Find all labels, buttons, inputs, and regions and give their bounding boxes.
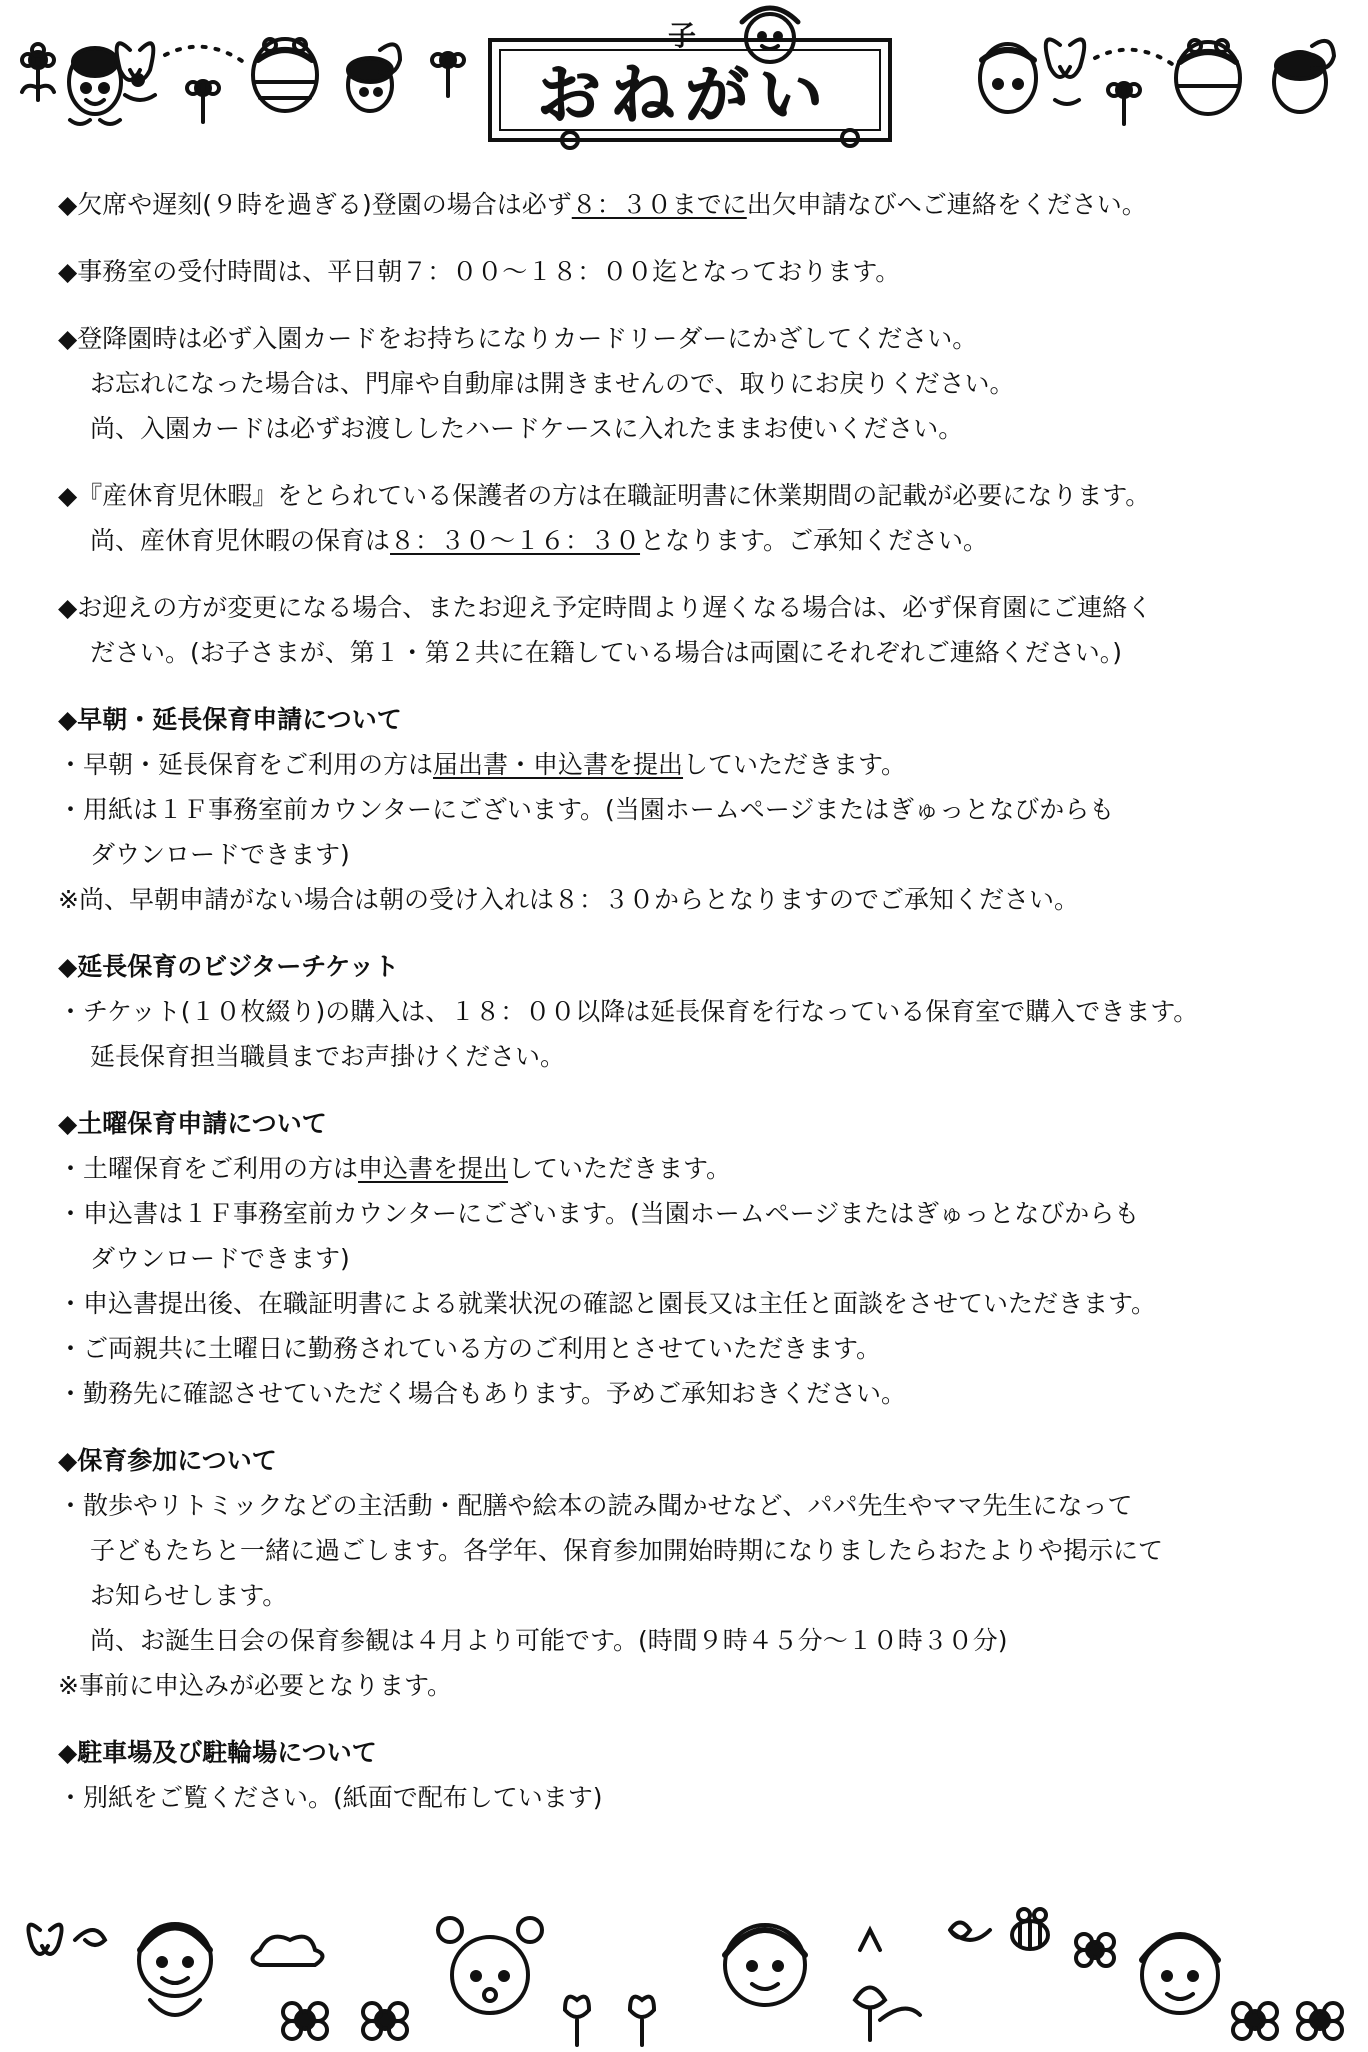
child-face-icon bbox=[438, 1918, 542, 2013]
flower-icon bbox=[22, 44, 54, 100]
bee-icon bbox=[980, 44, 1036, 112]
text-span: 尚、産休育児休暇の保育は bbox=[90, 526, 391, 555]
section-heading: ◆保育参加について bbox=[58, 1446, 277, 1475]
banner-small-mark: 子 bbox=[668, 19, 697, 52]
flower-icon bbox=[1108, 83, 1140, 124]
bee-icon bbox=[348, 44, 400, 111]
text-line: 延長保育担当職員までお声掛けください。 bbox=[90, 1042, 566, 1071]
text-span: していただきます。 bbox=[683, 750, 907, 779]
text-line: ダウンロードできます) bbox=[90, 1244, 350, 1273]
flower-icon bbox=[1233, 2003, 1277, 2039]
header-illustrations bbox=[0, 0, 1368, 150]
footer-illustrations bbox=[0, 1900, 1368, 2048]
section-office-hours bbox=[58, 249, 1348, 294]
section-parental-leave bbox=[58, 473, 1348, 563]
child-face-icon bbox=[1142, 1935, 1218, 2013]
bee-icon bbox=[1274, 41, 1334, 112]
text-span: 出欠申請なびへご連絡をください。 bbox=[746, 190, 1147, 219]
text-line: ださい。(お子さまが、第１・第２共に在籍している場合は両園にそれぞれご連絡ください。) bbox=[90, 638, 1123, 667]
text-span: ◆欠席や遅刻(９時を過ぎる)登園の場合は必ず bbox=[58, 190, 572, 219]
text-line: 子どもたちと一緒に過ごします。各学年、保育参加開始時期になりましたらおたよりや掲示にて bbox=[90, 1536, 1164, 1565]
underlined-deadline: ８：３０までに bbox=[571, 190, 747, 219]
text-span: ・早朝・延長保育をご利用の方は bbox=[58, 750, 434, 779]
bee-icon bbox=[1012, 1909, 1048, 1949]
text-line: ※尚、早朝申請がない場合は朝の受け入れは８：３０からとなりますのでご承知ください。 bbox=[58, 885, 1079, 914]
text-line bbox=[58, 182, 1348, 227]
text-line: ※事前に申込みが必要となります。 bbox=[58, 1671, 452, 1700]
flower-icon bbox=[187, 81, 219, 122]
text-line: お知らせします。 bbox=[90, 1581, 288, 1610]
child-face-icon bbox=[725, 1925, 805, 2005]
page-title: おねがい bbox=[537, 59, 833, 133]
bee-icon bbox=[69, 48, 121, 124]
flower-icon bbox=[1298, 2003, 1342, 2039]
tulip-icon bbox=[630, 1997, 654, 2045]
underlined-text: 申込書を提出 bbox=[358, 1154, 509, 1183]
text-line bbox=[58, 1146, 1348, 1191]
text-line: 尚、お誕生日会の保育参観は４月より可能です。(時間９時４５分～１０時３０分) bbox=[90, 1626, 1008, 1655]
underlined-hours: ８：３０～１６：３０ bbox=[390, 526, 641, 555]
text-line: ◆お迎えの方が変更になる場合、またお迎え予定時間より遅くなる場合は、必ず保育園にご連絡く bbox=[58, 593, 1153, 622]
text-line: お忘れになった場合は、門扉や自動扉は開きませんので、取りにお戻りください。 bbox=[90, 369, 1015, 398]
text-span: となります。ご承知ください。 bbox=[640, 526, 989, 555]
text-span: していただきます。 bbox=[508, 1154, 732, 1183]
text-line: ・用紙は１Ｆ事務室前カウンターにございます。(当園ホームページまたはぎゅっとなびからも bbox=[58, 795, 1115, 824]
butterfly-icon bbox=[1046, 39, 1084, 104]
section-parking bbox=[58, 1730, 1348, 1820]
title-banner bbox=[500, 40, 870, 140]
footer-decoration-icon bbox=[0, 1900, 1368, 2048]
butterfly-icon bbox=[117, 43, 155, 100]
flower-icon bbox=[432, 53, 464, 96]
tulip-icon bbox=[565, 1997, 589, 2045]
text-line: ・散歩やリトミックなどの主活動・配膳や絵本の読み聞かせなど、パパ先生やママ先生になって bbox=[58, 1491, 1133, 1520]
text-line bbox=[58, 742, 1348, 787]
section-heading: ◆駐車場及び駐輪場について bbox=[58, 1738, 377, 1767]
text-line bbox=[58, 518, 1348, 563]
section-participation bbox=[58, 1438, 1348, 1708]
section-entry-card bbox=[58, 316, 1348, 451]
bee-icon bbox=[253, 39, 317, 111]
section-absence bbox=[58, 182, 1348, 227]
underlined-text: 届出書・申込書を提出 bbox=[433, 750, 684, 779]
text-line: ・チケット(１０枚綴り)の購入は、１８：００以降は延長保育を行なっている保育室で購入できます。 bbox=[58, 997, 1199, 1026]
text-line: ・ご両親共に土曜日に勤務されている方のご利用とさせていただきます。 bbox=[58, 1334, 882, 1363]
text-line: ・別紙をご覧ください。(紙面で配布しています) bbox=[58, 1783, 603, 1812]
notice-content bbox=[58, 182, 1348, 1842]
text-line: ・勤務先に確認させていただく場合もあります。予めご承知おきください。 bbox=[58, 1379, 907, 1408]
flower-icon bbox=[363, 2003, 407, 2039]
text-span: ・土曜保育をご利用の方は bbox=[58, 1154, 359, 1183]
flower-icon bbox=[283, 2003, 327, 2039]
section-heading: ◆延長保育のビジターチケット bbox=[58, 952, 399, 981]
text-line: ダウンロードできます) bbox=[90, 840, 350, 869]
bee-icon bbox=[1176, 40, 1240, 114]
text-line: 尚、入園カードは必ずお渡ししたハードケースに入れたままお使いください。 bbox=[90, 414, 964, 443]
section-saturday-care bbox=[58, 1101, 1348, 1416]
flower-icon bbox=[1076, 1934, 1114, 1966]
flower-bud-icon bbox=[855, 1930, 920, 2040]
section-heading: ◆土曜保育申請について bbox=[58, 1109, 327, 1138]
text-line: ◆事務室の受付時間は、平日朝７：００～１８：００迄となっております。 bbox=[58, 257, 901, 286]
section-pickup bbox=[58, 585, 1348, 675]
butterfly-icon bbox=[28, 1925, 61, 1954]
section-visitor-ticket bbox=[58, 944, 1348, 1079]
section-heading: ◆早朝・延長保育申請について bbox=[58, 705, 402, 734]
text-line: ◆『産休育児休暇』をとられている保護者の方は在職証明書に休業期間の記載が必要になります。 bbox=[58, 481, 1151, 510]
text-line: ・申込書提出後、在職証明書による就業状況の確認と園長又は主任と面談をさせていただきます。 bbox=[58, 1289, 1157, 1318]
text-line: ・申込書は１Ｆ事務室前カウンターにございます。(当園ホームページまたはぎゅっとなびからも bbox=[58, 1199, 1140, 1228]
text-line: ◆登降園時は必ず入園カードをお持ちになりカードリーダーにかざしてください。 bbox=[58, 324, 978, 353]
section-extended-care bbox=[58, 697, 1348, 922]
child-face-icon bbox=[139, 1924, 211, 2015]
